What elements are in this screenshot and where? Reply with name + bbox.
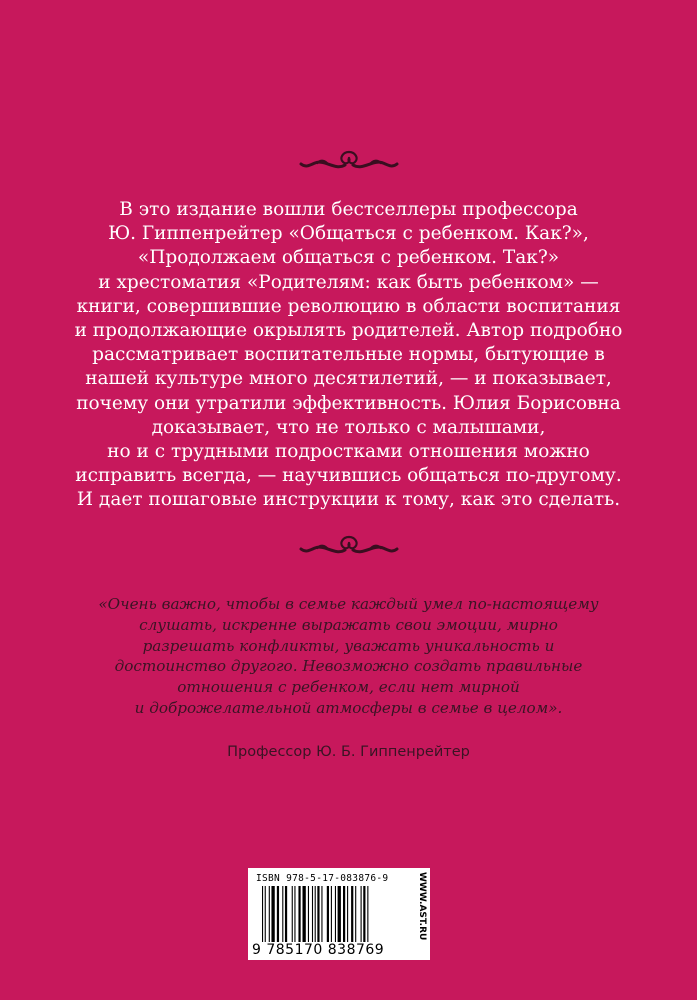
description-line: исправить всегда, — научившись общаться по-другому. bbox=[75, 465, 622, 487]
flourish-ornament-icon bbox=[0, 530, 697, 560]
publisher-website: WWW.AST.RU bbox=[417, 872, 427, 941]
description-text bbox=[40, 198, 657, 513]
description-line: книги, совершившие революцию в области воспитания bbox=[76, 295, 621, 317]
barcode-icon bbox=[262, 886, 404, 942]
quote-line: отношения с ребенком, если нет мирной bbox=[177, 678, 520, 697]
description-line: но и с трудными подростками отношения можно bbox=[107, 441, 590, 463]
description-line: и хрестоматия «Родителям: как быть ребенком» — bbox=[98, 271, 599, 293]
description-line: рассматривает воспитательные нормы, бытующие в bbox=[92, 344, 605, 366]
quote-line: разрешать конфликты, уважать уникальность и bbox=[142, 636, 555, 655]
quote-author: Профессор Ю. Б. Гиппенрейтер bbox=[227, 744, 470, 760]
description-line: Ю. Гиппенрейтер «Общаться с ребенком. Как?», bbox=[108, 223, 589, 245]
description-line: нашей культуре много десятилетий, — и показывает, bbox=[85, 368, 612, 390]
description-line: «Продолжаем общаться с ребенком. Так?» bbox=[137, 247, 560, 269]
description-line: И дает пошаговые инструкции к тому, как это сделать. bbox=[76, 489, 621, 511]
quote-line: слушать, искренне выражать свои эмоции, мирно bbox=[139, 615, 558, 634]
description-line: В это издание вошли бестселлеры профессора bbox=[119, 199, 578, 220]
flourish-ornament-icon bbox=[0, 145, 697, 175]
barcode-panel bbox=[248, 868, 430, 960]
quote-line: достоинство другого. Невозможно создать правильные bbox=[114, 657, 583, 676]
barcode-digits: 9 785170 838769 bbox=[252, 942, 385, 958]
quote-line: «Очень важно, чтобы в семье каждый умел по-настоящему bbox=[98, 595, 599, 613]
description-line: и продолжающие окрылять родителей. Автор подробно bbox=[74, 320, 623, 342]
quote-line: и доброжелательной атмосферы в семье в целом». bbox=[134, 698, 563, 717]
description-line: почему они утратили эффективность. Юлия Борисовна bbox=[76, 392, 621, 414]
isbn-label: ISBN 978-5-17-083876-9 bbox=[256, 873, 389, 884]
description-line: доказывает, что не только с малышами, bbox=[151, 416, 546, 438]
quote-text bbox=[60, 594, 637, 719]
